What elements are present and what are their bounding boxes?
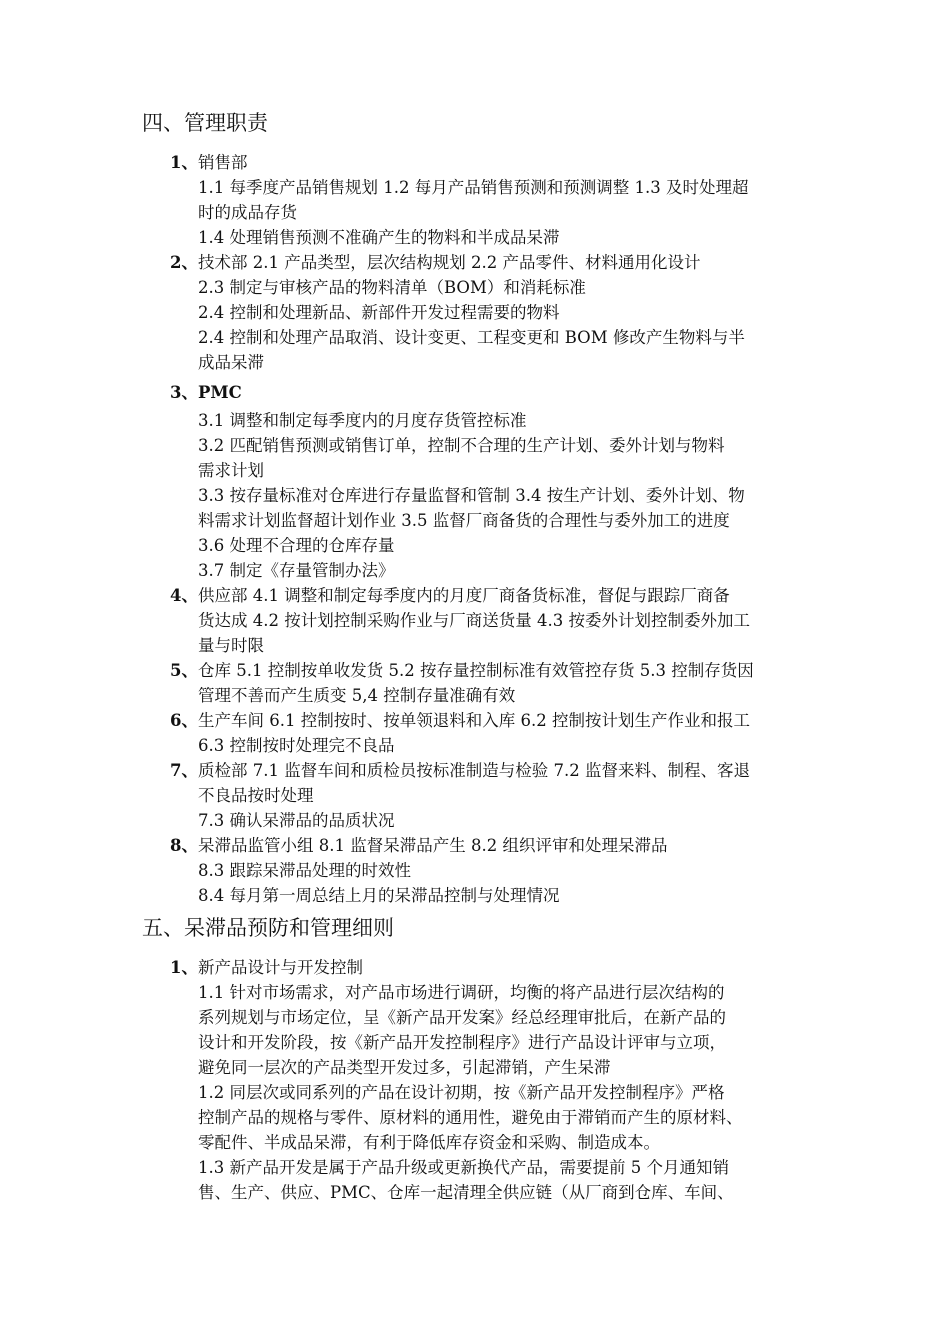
body-line: 1.1 每季度产品销售规划 1.2 每月产品销售预测和预测调整 1.3 及时处理超 bbox=[198, 178, 749, 197]
item-heading: PMC bbox=[198, 383, 242, 402]
body-line: 管理不善而产生质变 5,4 控制存量准确有效 bbox=[198, 686, 516, 705]
body-line: 零配件、半成品呆滞，有利于降低库存资金和采购、制造成本。 bbox=[198, 1133, 660, 1152]
item-number: 5、 bbox=[170, 661, 198, 680]
body-line: 货达成 4.2 按计划控制采购作业与厂商送货量 4.3 按委外计划控制委外加工 bbox=[198, 611, 750, 630]
body-line: 避免同一层次的产品类型开发过多，引起滞销，产生呆滞 bbox=[198, 1058, 611, 1077]
body-line: 3.6 处理不合理的仓库存量 bbox=[198, 536, 395, 555]
item-heading: 新产品设计与开发控制 bbox=[198, 958, 363, 977]
body-line: 量与时限 bbox=[198, 636, 264, 655]
item-heading: 生产车间 6.1 控制按时、按单领退料和入库 6.2 控制按计划生产作业和报工 bbox=[198, 711, 750, 730]
body-line: 3.2 匹配销售预测或销售订单，控制不合理的生产计划、委外计划与物料 bbox=[198, 436, 725, 455]
item-number: 1、 bbox=[170, 153, 198, 172]
body-line: 售、生产、供应、PMC、仓库一起清理全供应链（从厂商到仓库、车间、 bbox=[198, 1183, 734, 1202]
body-line: 1.1 针对市场需求，对产品市场进行调研，均衡的将产品进行层次结构的 bbox=[198, 983, 725, 1002]
body-line: 不良品按时处理 bbox=[198, 786, 314, 805]
item-number: 6、 bbox=[170, 711, 198, 730]
body-line: 1.4 处理销售预测不准确产生的物料和半成品呆滞 bbox=[198, 228, 560, 247]
item-number: 1、 bbox=[170, 958, 198, 977]
body-line: 需求计划 bbox=[198, 461, 264, 480]
section-5-title: 五、呆滞品预防和管理细则 bbox=[142, 916, 394, 940]
body-line: 3.7 制定《存量管制办法》 bbox=[198, 561, 395, 580]
item-heading: 销售部 bbox=[198, 153, 248, 172]
body-line: 设计和开发阶段，按《新产品开发控制程序》进行产品设计评审与立项， bbox=[198, 1033, 726, 1052]
body-line: 8.4 每月第一周总结上月的呆滞品控制与处理情况 bbox=[198, 886, 560, 905]
body-line: 1.2 同层次或同系列的产品在设计初期，按《新产品开发控制程序》严格 bbox=[198, 1083, 725, 1102]
item-heading: 技术部 2.1 产品类型，层次结构规划 2.2 产品零件、材料通用化设计 bbox=[198, 253, 701, 272]
item-number: 8、 bbox=[170, 836, 198, 855]
body-line: 2.4 控制和处理产品取消、设计变更、工程变更和 BOM 修改产生物料与半 bbox=[198, 328, 745, 347]
item-heading: 供应部 4.1 调整和制定每季度内的月度厂商备货标准，督促与跟踪厂商备 bbox=[198, 586, 730, 605]
body-line: 3.3 按存量标准对仓库进行存量监督和管制 3.4 按生产计划、委外计划、物 bbox=[198, 486, 745, 505]
item-number: 2、 bbox=[170, 253, 198, 272]
body-line: 8.3 跟踪呆滞品处理的时效性 bbox=[198, 861, 411, 880]
body-line: 时的成品存货 bbox=[198, 203, 297, 222]
item-heading: 呆滞品监管小组 8.1 监督呆滞品产生 8.2 组织评审和处理呆滞品 bbox=[198, 836, 668, 855]
body-line: 6.3 控制按时处理完不良品 bbox=[198, 736, 395, 755]
body-line: 2.3 制定与审核产品的物料清单（BOM）和消耗标准 bbox=[198, 278, 586, 297]
body-line: 2.4 控制和处理新品、新部件开发过程需要的物料 bbox=[198, 303, 560, 322]
section-4-title: 四、管理职责 bbox=[142, 111, 268, 135]
body-line: 7.3 确认呆滞品的品质状况 bbox=[198, 811, 395, 830]
item-number: 4、 bbox=[170, 586, 198, 605]
body-line: 3.1 调整和制定每季度内的月度存货管控标准 bbox=[198, 411, 527, 430]
body-line: 料需求计划监督超计划作业 3.5 监督厂商备货的合理性与委外加工的进度 bbox=[198, 511, 730, 530]
item-number: 7、 bbox=[170, 761, 198, 780]
item-heading: 质检部 7.1 监督车间和质检员按标准制造与检验 7.2 监督来料、制程、客退 bbox=[198, 761, 750, 780]
item-heading: 仓库 5.1 控制按单收发货 5.2 按存量控制标准有效管控存货 5.3 控制存货因 bbox=[198, 661, 754, 680]
body-line: 系列规划与市场定位，呈《新产品开发案》经总经理审批后，在新产品的 bbox=[198, 1008, 726, 1027]
item-number: 3、 bbox=[170, 383, 198, 402]
body-line: 成品呆滞 bbox=[198, 353, 264, 372]
body-line: 1.3 新产品开发是属于产品升级或更新换代产品，需要提前 5 个月通知销 bbox=[198, 1158, 729, 1177]
body-line: 控制产品的规格与零件、原材料的通用性，避免由于滞销而产生的原材料、 bbox=[198, 1108, 743, 1127]
